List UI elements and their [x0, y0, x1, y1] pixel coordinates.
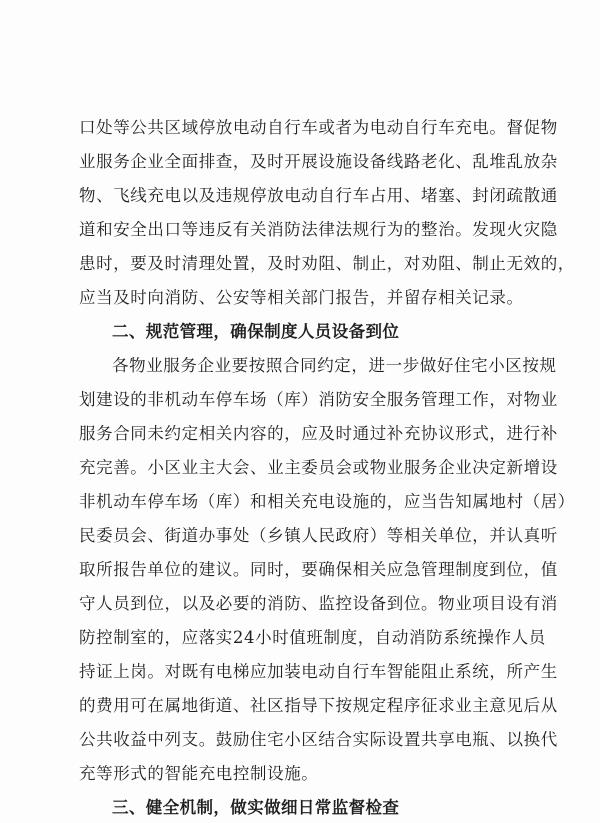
body-text-line: 充完善。小区业主大会、业主委员会或物业服务企业决定新增设 — [79, 458, 558, 477]
section-heading-3: 三、健全机制，做实做细日常监督检查 — [112, 798, 400, 817]
body-text-line: 公共收益中列支。鼓励住宅小区结合实际设置共享电瓶、以换代 — [79, 730, 558, 749]
body-text-line: 道和安全出口等违反有关消防法律法规行为的整治。发现火灾隐 — [79, 220, 558, 239]
section-heading-2: 二、规范管理，确保制度人员设备到位 — [112, 322, 400, 341]
body-text-line: 物、飞线充电以及违规停放电动自行车占用、堵塞、封闭疏散通 — [79, 186, 558, 205]
body-text-line: 各物业服务企业要按照合同约定，进一步做好住宅小区按规 — [112, 356, 557, 375]
body-text-line: 服务合同未约定相关内容的，应及时通过补充协议形式，进行补 — [79, 424, 558, 443]
body-text-line: 民委员会、街道办事处（乡镇人民政府）等相关单位，并认真听 — [79, 526, 558, 545]
body-text-line: 充等形式的智能充电控制设施。 — [79, 764, 319, 783]
body-text-line: 防控制室的，应落实24小时值班制度，自动消防系统操作人员 — [79, 628, 546, 647]
body-text-line: 口处等公共区域停放电动自行车或者为电动自行车充电。督促物 — [79, 118, 558, 137]
body-text-line: 持证上岗。对既有电梯应加装电动自行车智能阻止系统，所产生 — [79, 662, 558, 681]
body-text-line: 守人员到位，以及必要的消防、监控设备到位。物业项目设有消 — [79, 594, 558, 613]
body-text-line: 非机动车停车场（库）和相关充电设施的，应当告知属地村（居） — [79, 492, 575, 511]
body-text-line: 业服务企业全面排查，及时开展设施设备线路老化、乱堆乱放杂 — [79, 152, 558, 171]
body-text-line: 划建设的非机动车停车场（库）消防安全服务管理工作，对物业 — [79, 390, 558, 409]
body-text-line: 应当及时向消防、公安等相关部门报告，并留存相关记录。 — [79, 288, 524, 307]
body-text-line: 取所报告单位的建议。同时，要确保相关应急管理制度到位，值 — [79, 560, 558, 579]
body-text-line: 的费用可在属地街道、社区指导下按规定程序征求业主意见后从 — [79, 696, 558, 715]
body-text-line: 患时，要及时清理处置，及时劝阻、制止，对劝阻、制止无效的， — [79, 254, 575, 273]
